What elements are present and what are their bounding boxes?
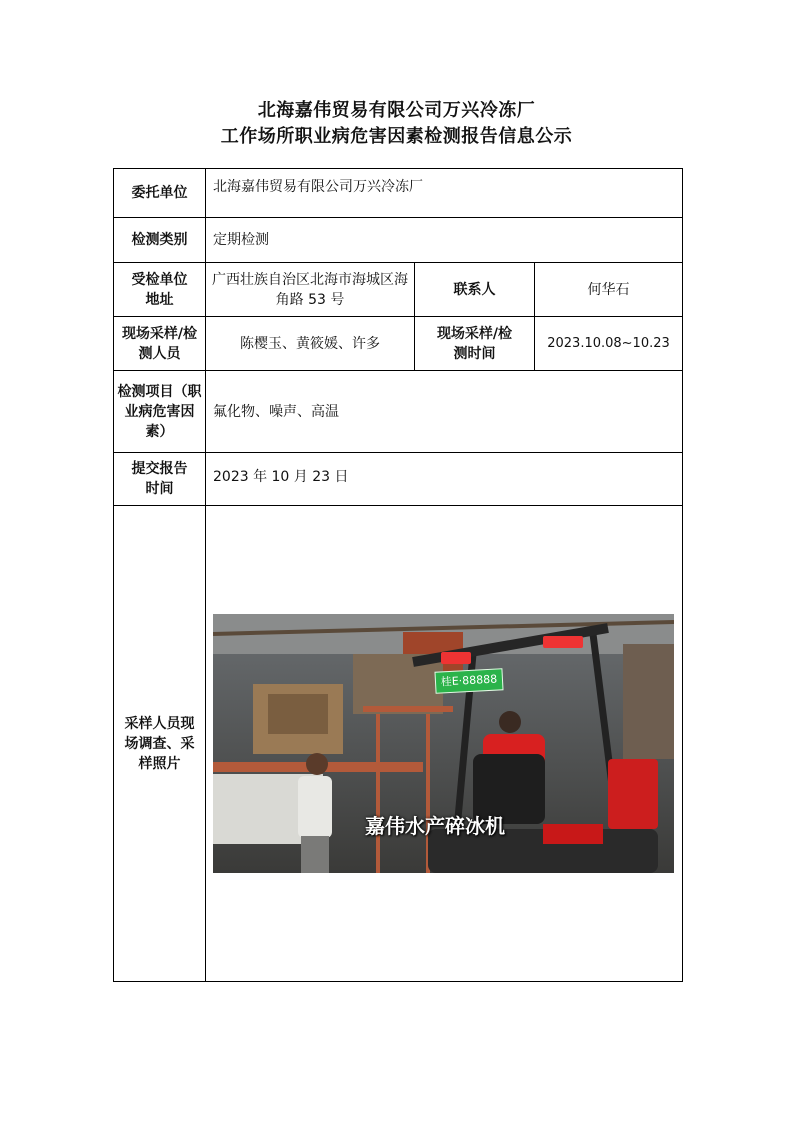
row-report-date bbox=[114, 453, 683, 506]
address-value-text: 广西壮族自治区北海市海城区海角路 53 号 bbox=[212, 271, 408, 308]
address-value bbox=[206, 263, 415, 317]
staff-label bbox=[114, 317, 206, 371]
category-label: 检测类别 bbox=[114, 218, 206, 263]
report-date-value: 2023 年 10 月 23 日 bbox=[206, 453, 683, 506]
items-label-text: 检测项目（职业病危害因素） bbox=[117, 383, 202, 440]
row-items bbox=[114, 371, 683, 453]
contact-value: 何华石 bbox=[535, 263, 683, 317]
report-date-label-text: 提交报告时间 bbox=[131, 461, 188, 497]
row-category bbox=[114, 218, 683, 263]
staff-value: 陈樱玉、黄筱媛、许多 bbox=[206, 317, 415, 371]
client-value: 北海嘉伟贸易有限公司万兴冷冻厂 bbox=[206, 169, 683, 218]
items-value: 氟化物、噪声、高温 bbox=[206, 371, 683, 453]
document-title-line2: 工作场所职业病危害因素检测报告信息公示 bbox=[220, 126, 573, 147]
address-label bbox=[114, 263, 206, 317]
site-photo bbox=[213, 614, 674, 873]
document-title-line1: 北海嘉伟贸易有限公司万兴冷冻厂 bbox=[257, 100, 536, 121]
time-value: 2023.10.08~10.23 bbox=[535, 317, 683, 371]
license-plate: 桂E·88888 bbox=[434, 668, 503, 694]
photos-label bbox=[114, 506, 206, 982]
staff-label-text: 现场采样/检测人员 bbox=[121, 325, 198, 362]
address-label-text: 受检单位地址 bbox=[131, 271, 188, 308]
photos-label-text: 采样人员现场调查、采样照片 bbox=[124, 715, 195, 772]
row-client bbox=[114, 169, 683, 218]
time-label-text: 现场采样/检测时间 bbox=[436, 325, 513, 362]
items-label bbox=[114, 371, 206, 453]
time-label bbox=[415, 317, 535, 371]
report-info-table bbox=[113, 168, 683, 982]
contact-label: 联系人 bbox=[415, 263, 535, 317]
category-value: 定期检测 bbox=[206, 218, 683, 263]
row-staff bbox=[114, 317, 683, 371]
row-address bbox=[114, 263, 683, 317]
photos-cell bbox=[206, 506, 683, 982]
report-date-label bbox=[114, 453, 206, 506]
client-label: 委托单位 bbox=[114, 169, 206, 218]
row-photos bbox=[114, 506, 683, 982]
photo-caption: 嘉伟水产碎冰机 bbox=[365, 814, 505, 838]
